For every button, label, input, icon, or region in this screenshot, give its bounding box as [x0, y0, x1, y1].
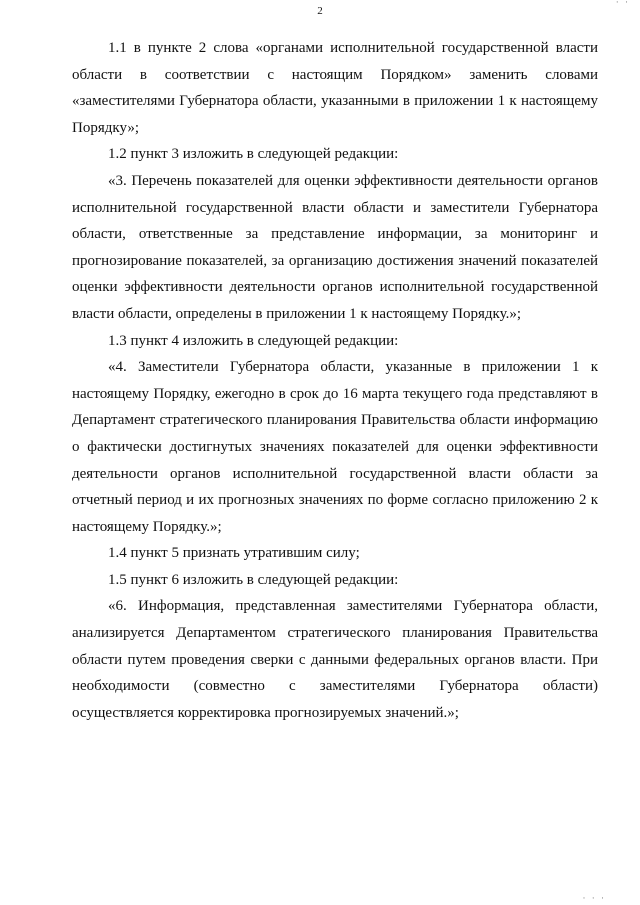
- scan-mark-top: · ·: [615, 0, 630, 7]
- paragraph-1-4: 1.4 пункт 5 признать утратившим силу;: [108, 545, 360, 562]
- paragraph-point-4-text: «4. Заместители Губернатора области, указанные в приложении 1 к настоящему Порядку, ежегодно в срок до 16 марта текущего года представляют в Департамент стратегического планирования Правительства области информацию о фактически достигнутых значениях показателей для оценки эффективности деятельности органов исполнительной государственной власти области за отчетный период и их прогнозных значениях по форме согласно приложению 2 к настоящему Порядку.»;: [72, 359, 598, 535]
- document-body: [72, 35, 598, 726]
- paragraph-1-1: 1.1 в пункте 2 слова «органами исполнительной государственной власти области в соответствии с настоящим Порядком» заменить словами «заместителями Губернатора области, указанными в приложении 1 к настоящему Порядку»;: [72, 40, 598, 136]
- paragraph-1-2: 1.2 пункт 3 изложить в следующей редакции:: [108, 146, 399, 163]
- page-number: 2: [317, 5, 323, 17]
- paragraph-point-3-text: «3. Перечень показателей для оценки эффективности деятельности органов исполнительной государственной власти области и заместители Губернатора области, ответственные за представление информации, за мониторинг и прогнозирование показателей, за организацию достижения значений показателей оценки эффективности деятельности органов исполнительной государственной власти области, определены в приложении 1 к настоящему Порядку.»;: [72, 172, 598, 322]
- paragraph-point-6-text: «6. Информация, представленная заместителями Губернатора области, анализируется Департаментом стратегического планирования Правительства области путем проведения сверки с данными федеральных органов власти. При необходимости (совместно с заместителями Губернатора области) осуществляется корректировка прогнозируемых значений.»;: [72, 598, 598, 721]
- scan-mark-bottom: · · ·: [582, 893, 606, 903]
- paragraph-1-3: 1.3 пункт 4 изложить в следующей редакции:: [108, 332, 399, 349]
- paragraph-1-5: 1.5 пункт 6 изложить в следующей редакции:: [108, 571, 399, 588]
